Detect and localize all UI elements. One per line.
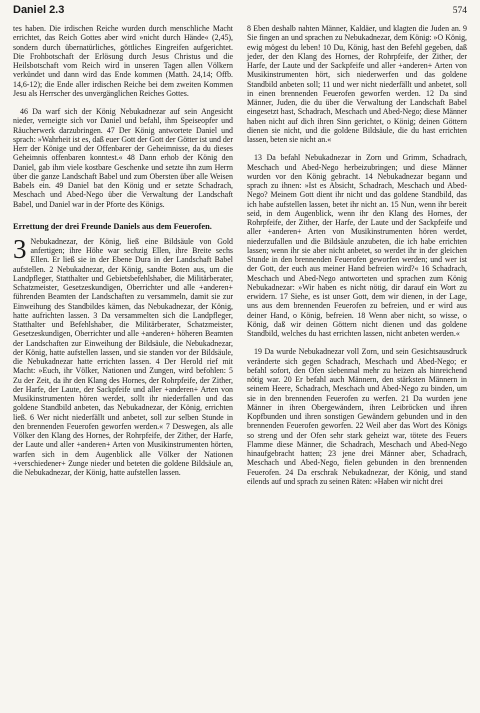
section-heading: Errettung der drei Freunde Daniels aus dem Feuerofen.: [13, 221, 212, 231]
running-head: Daniel 2.3: [13, 4, 65, 16]
verse-paragraph-46-49: 46 Da warf sich der König Nebukadnezar auf sein Angesicht nieder, verneigte sich vor Daniel und befahl, ihm Speiseopfer und Räucherwerk darzubringen. 47 Der König antwortete Daniel und sprach: »Wahrheit ist es, daß euer Gott der Gott der Götter ist und der Herr der Könige und der Offenbarer der Geheimnisse, da du dieses Geheimnis offenbaren konntest.« 48 Dann erhob der König den Daniel, gab ihm viele kostbare Geschenke und setzte ihn zum Herrn über die ganze Landschaft Babel und zum Obersten über alle Weisen Babels ein. 49 Daniel bat den König und er setzte Schadrach, Meschach und Abed-Nego über die Verwaltung der Landschaft Babel, und Daniel war in der Pforte des Königs.: [13, 107, 233, 209]
page-header: [13, 4, 467, 24]
commentary-paragraph: tes haben. Die irdischen Reiche wurden durch menschliche Macht errichtet, das Reich Gottes aber wird »nicht durch Hände« (2,45), sondern durch übernatürliches, göttliches Eingreifen aufgerichtet. Die Frohbotschaft der Erlösung durch Jesus Christus und die Heilsbotschaft vom Reich wird in unseren Tagen allen Völkern verkündet und dann wird das Ende kommen (Matth. 24,14; Offb. 14,6-12); die Ende aller irdischen Reiche bei dem zweiten Kommen Jesu als Herrscher des unvergänglichen Reiches Gottes.: [13, 24, 233, 98]
left-column: [13, 24, 233, 486]
chapter-number-dropcap: 3: [13, 233, 27, 264]
page-number: 574: [452, 6, 467, 16]
chapter-3-opening: [13, 233, 233, 478]
verse-paragraph-19-24: 19 Da wurde Nebukadnezar voll Zorn, und sein Gesichtsausdruck veränderte sich gegen Schadrach, Meschach und Abed-Nego; er befahl sofort, den Ofen siebenmal mehr zu heizen als hinreichend nötig war. 20 Er befahl auch Männern, den stärksten Männern in seinem Heere, Schadrach, Meschach und Abed-Nego zu binden, um sie in den brennenden Feuerofen zu werfen. 21 Da wurden jene Männer in ihren Obergewändern, ihren Leibröcken und ihren Kopfbunden und ihren sonstigen Gewändern gebunden und in den brennenden Feuerofen geworfen. 22 Weil aber das Wort des Königs so streng und der Ofen sehr stark geheizt war, tötete des Feuers Flamme diese Männer, die Schadrach, Meschach und Abed-Nego hinaufgebracht hatten; 23 jene drei Männer aber, Schadrach, Meschach und Abed-Nego, fielen gebunden in den brennenden Feuerofen. 24 Da erschrak Nebukadnezar, der König, und stand eilends auf und sprach zu seinen Räten: »Haben wir nicht drei: [247, 347, 467, 486]
verse-paragraph-1-7: Nebukadnezar, der König, ließ eine Bildsäule von Gold anfertigen; ihre Höhe war sechzig Ellen, ihre Breite sechs Ellen. Er ließ sie in der Ebene Dura in der Landschaft Babel aufstellen. 2 Nebukadnezar, der König, sandte Boten aus, um die Landpfleger, Statthalter und Gebietsbefehlshaber, die Militärberater, Schatzmeister, Gesetzeskundigen, Oberrichter und alle +anderen+ führenden Beamten der Landschaften zu versammeln, damit sie zur Einweihung des Standbildes kämen, das Nebukadnezar, der König, hatte aufrichten lassen. 3 Da versammelten sich die Landpfleger, Statthalter und Befehlshaber, die Militärberater, Schatzmeister, Gesetzeskundigen, Oberrichter und alle +anderen+ höheren Beamten der Landschaften zur Einweihung der Bildsäule, die Nebukadnezar, der König, hatte aufstellen lassen, und sie standen vor der Bildsäule, die Nebukadnezar hatte errichten lassen. 4 Der Herold rief mit Macht: »Euch, ihr Völker, Nationen und Zungen, wird befohlen: 5 Zu der Zeit, da ihr den Klang des Hornes, der Rohrpfeife, der Zither, der Harfe, der Laute, der Sackpfeife und aller +anderen+ Arten von Musikinstrumenten hören werdet, sollt ihr niederfallen und das goldene Standbild anbeten, das Nebukadnezar, der König, errichten ließ. 6 Wer nicht niederfällt und anbetet, soll zur selben Stunde in den brennenden Feuerofen geworfen werden.« 7 Deswegen, als alle Völker den Klang des Hornes, der Rohrpfeife, der Zither, der Harfe, der Laute und aller +anderen+ Arten von Musikinstrumenten hörten, warfen sich in dem Augenblick alle Völker der Nationen +verschiedener+ Zunge nieder und beteten die goldene Bildsäule an, die Nebukadnezar, der König, hatte aufstellen lassen.: [13, 236, 233, 477]
verse-paragraph-8-12: 8 Eben deshalb nahten Männer, Kaldäer, und klagten die Juden an. 9 Sie fingen an und sprachen zu Nebukadnezar, dem König: »O König, ewig mögest du leben! 10 Du, König, hast den Befehl gegeben, daß jeder, der den Klang des Hornes, der Rohrpfeife, der Zither, der Harfe, der Laute und der Sackpfeife und aller +anderen+ Arten von Musikinstrumenten hört, sich niederwerfen und das goldene Standbild anbeten soll; 11 und wer nicht niederfällt und anbetet, soll in einen brennenden Feuerofen geworfen werden. 12 Da sind Männer, Juden, die du über die Verwaltung der Landschaft Babel eingesetzt hast, Schadrach, Meschach und Abed-Nego; diese Männer haben nicht auf dich ihren Sinn gerichtet, o König; deinen Göttern dienen sie nicht, und die goldene Bildsäule, die du hast errichten lassen, beten sie nicht an.«: [247, 24, 467, 144]
right-column: [247, 24, 467, 486]
verse-paragraph-13-18: 13 Da befahl Nebukadnezar in Zorn und Grimm, Schadrach, Meschach und Abed-Nego herbeizubringen; und diese Männer wurden vor den König gebracht. 14 Nebukadnezar begann und sprach zu ihnen: »Ist es Absicht, Schadrach, Meschach und Abed-Nego? Meinem Gott dient ihr nicht und das goldene Standbild, das ich habe aufstellen lassen, betet ihr nicht an. 15 Nun, wenn ihr bereit seid, in dem Augenblick, wenn ihr den Klang des Hornes, der Rohrpfeife, der Zither, der Harfe, der Laute und der Sackpfeife und aller +anderen+ Arten von Musikinstrumenten hören werdet, niederzufallen und die Bildsäule anzubeten, die ich habe errichten lassen; wenn ihr sie aber nicht anbetet, so werdet ihr in der gleichen Stunde in den brennenden Feuerofen geworfen werden; und wer ist der Gott, der euch aus meiner Hand befreien wird?« 16 Schadrach, Meschach und Abed-Nego antworteten und sprachen zum König Nebukadnezar: »Wir haben es nicht nötig, dir darauf ein Wort zu erwidern. 17 Siehe, es ist unser Gott, dem wir dienen, in der Lage, uns aus dem brennenden Feuerofen zu befreien, und er wird aus deiner Hand, o König, befreien. 18 Wenn aber nicht, so wisse, o König, daß wir deinen Göttern nicht dienen und das goldene Standbild, welches du hast errichten lassen, nicht anbeten werden.«: [247, 153, 467, 338]
text-columns: [13, 24, 467, 486]
